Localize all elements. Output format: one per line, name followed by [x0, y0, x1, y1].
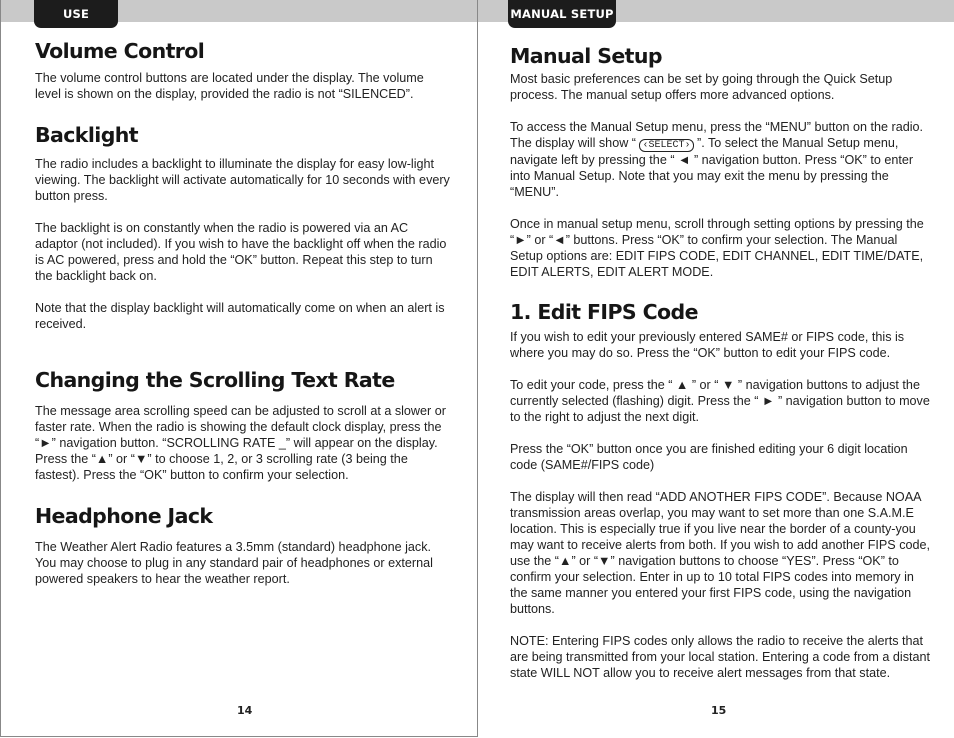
backlight-text-3: Note that the display backlight will automatically come on when an alert is received.	[35, 301, 445, 331]
section-tab-use: USE	[34, 0, 118, 28]
volume-control-text: The volume control buttons are located under the display. The volume level is shown on the display, provided the radio is not “SILENCED”.	[35, 71, 424, 101]
page-number: 14	[237, 704, 253, 717]
manual-setup-text-2: To access the Manual Setup menu, press the “MENU” button on the radio. The display will show “ ‹SELECT› ”. To select the Manual Setup menu, navigate left by pressing the “ ◄ ” navigation button. Press “OK” to enter into Manual Setup. Note that you may exit the menu by pressing the “MENU”.	[510, 120, 924, 199]
section-tab-manual-setup: MANUAL SETUP	[508, 0, 616, 28]
manual-setup-text-1: Most basic preferences can be set by going through the Quick Setup process. The manual setup offers more advanced options.	[510, 72, 893, 102]
right-page	[478, 0, 954, 737]
headphone-jack-heading: Headphone Jack	[35, 504, 213, 528]
backlight-text-1: The radio includes a backlight to illuminate the display for easy low-light viewing. The backlight will activate automatically for 10 seconds with every button press.	[35, 157, 450, 203]
edit-fips-note: NOTE: Entering FIPS codes only allows the radio to receive the alerts that are being transmitted from your local station. Entering a code from a distant state WILL NOT allow you to receive alert messages from that state.	[510, 634, 931, 680]
right-page-content	[510, 34, 930, 681]
scrolling-rate-text: The message area scrolling speed can be adjusted to scroll at a slower or faster rate. When the radio is showing the default clock display, press the “►” navigation button. “SCROLLING RATE _” will appear on the display. Press the “▲” or “▼” to choose 1, 2, or 3 scrolling rate (3 being the fastest). Press the “OK” button to confirm your selection.	[35, 404, 446, 482]
edit-fips-heading: 1. Edit FIPS Code	[510, 300, 698, 324]
scrolling-rate-heading: Changing the Scrolling Text Rate	[35, 368, 395, 392]
backlight-heading: Backlight	[35, 123, 138, 147]
headphone-jack-text: The Weather Alert Radio features a 3.5mm (standard) headphone jack. You may choose to plug in any standard pair of headphones or external powered speakers to hear the weather report.	[35, 540, 433, 586]
edit-fips-text-2: To edit your code, press the “ ▲ ” or “ ▼ ” navigation buttons to adjust the currently selected (flashing) digit. Press the “ ► ” navigation button to move to the right to adjust the next digit.	[510, 378, 930, 424]
page-number: 15	[711, 704, 727, 717]
manual-setup-text-3: Once in manual setup menu, scroll through setting options by pressing the “►” or “◄” buttons. Press “OK” to confirm your selection. The Manual Setup options are: EDIT FIPS CODE, EDIT CHANNEL, EDIT TIME/DATE, EDIT ALERTS, EDIT ALERT MODE.	[510, 217, 924, 279]
volume-control-heading: Volume Control	[35, 39, 205, 63]
edit-fips-text-4: The display will then read “ADD ANOTHER FIPS CODE”. Because NOAA transmission areas overlap, you may want to set more than one S.A.M.E location. This is especially true if you live near the border of a county-you may want to receive alerts from both. If you wish to add another FIPS code, use the “▲” or “▼” navigation buttons to choose “YES”. Press “OK” to confirm your selection. Enter in up to 10 total FIPS codes into memory in the same manner you entered your first FIPS code, using the navigation buttons.	[510, 490, 930, 616]
backlight-text-2: The backlight is on constantly when the radio is powered via an AC adaptor (not included). If you wish to have the backlight off when the radio is AC powered, press and hold the “OK” button. Repeat this step to turn the backlight back on.	[35, 221, 447, 283]
edit-fips-text-3: Press the “OK” button once you are finished editing your 6 digit location code (SAME#/FIPS code)	[510, 442, 908, 472]
edit-fips-text-1: If you wish to edit your previously entered SAME# or FIPS code, this is where you may do so. Press the “OK” button to edit your FIPS code.	[510, 330, 905, 360]
select-display-icon: ‹SELECT›	[639, 139, 693, 152]
left-page-content	[35, 34, 453, 587]
manual-setup-heading: Manual Setup	[510, 44, 662, 68]
